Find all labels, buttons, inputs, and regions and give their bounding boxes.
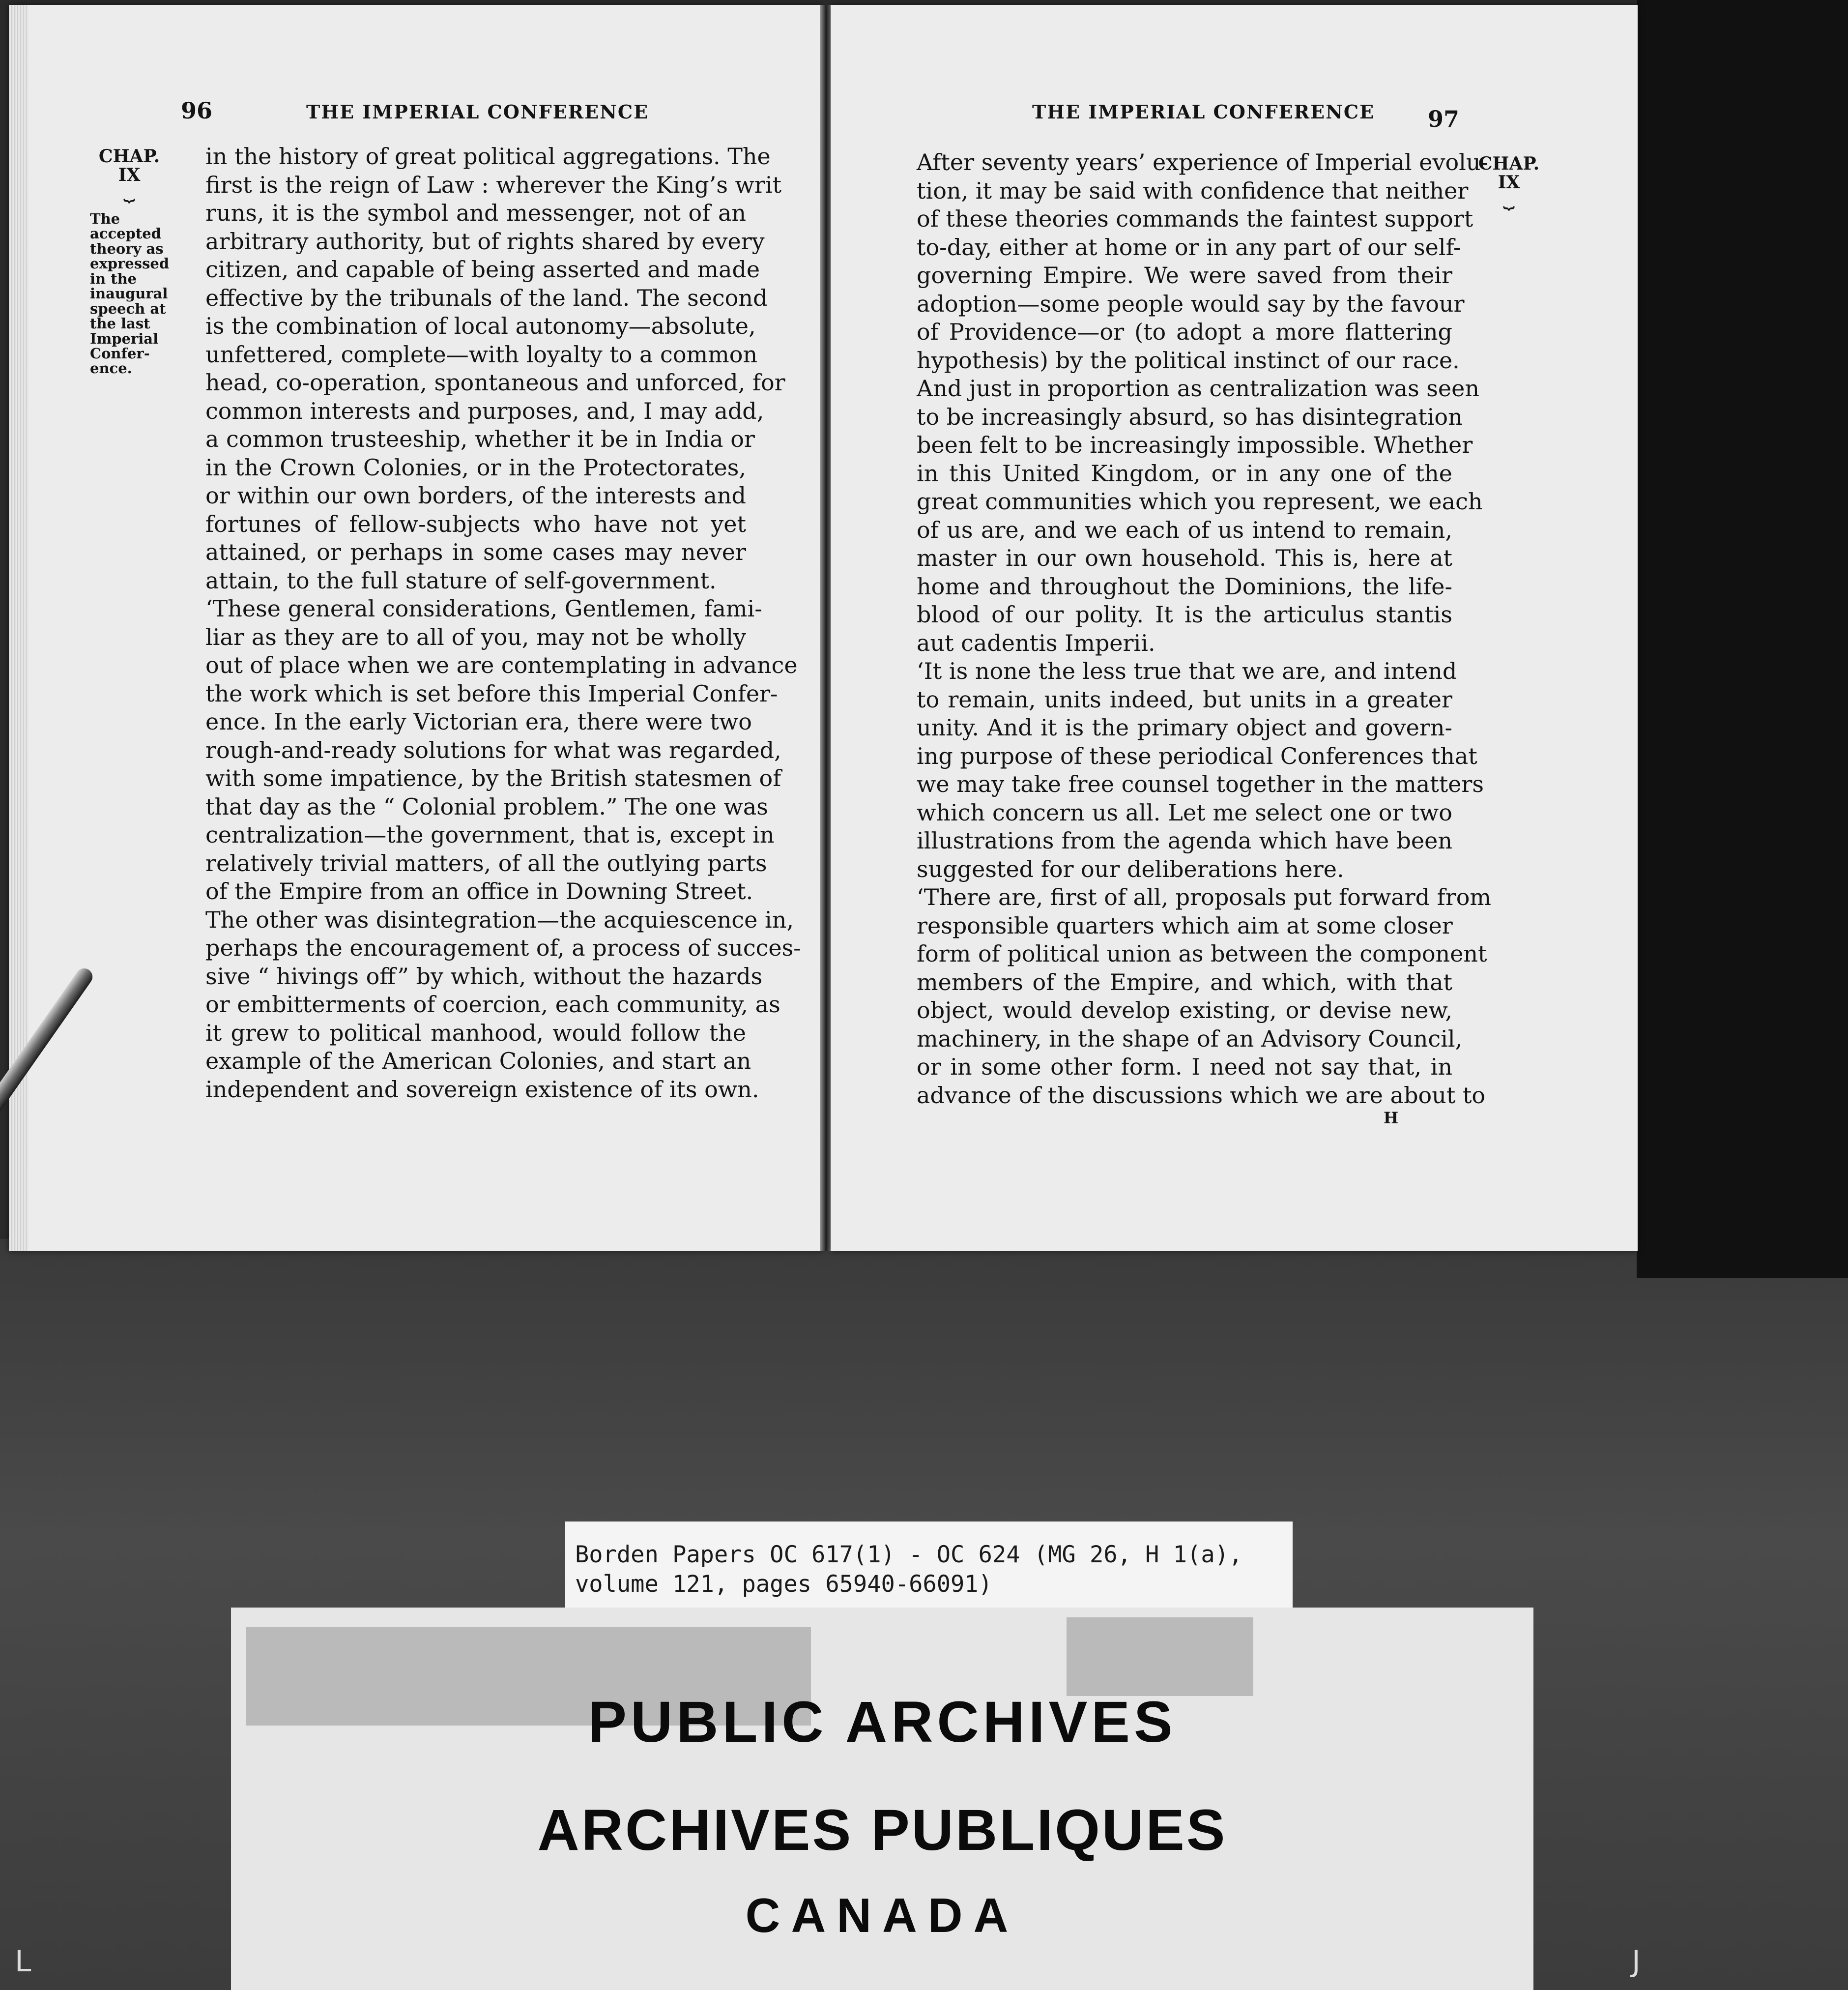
text-line: to be increasingly absurd, so has disintegration <box>917 403 1463 430</box>
chapter-marker-left <box>97 146 161 202</box>
text-line: relatively trivial matters, of all the outlying parts <box>205 849 767 877</box>
text-line: great communities which you represent, we each <box>917 488 1483 515</box>
text-line: illustrations from the agenda which have been <box>917 827 1452 854</box>
running-head-left: THE IMPERIAL CONFERENCE <box>306 101 649 123</box>
text-line: master in our own household. This is, here at <box>917 545 1452 571</box>
sidenote-line: the last <box>90 315 150 332</box>
text-line: sive “ hivings off” by which, without the hazards <box>205 963 763 990</box>
marginal-sidenote <box>90 211 176 376</box>
text-line: unity. And it is the primary object and govern- <box>917 714 1452 741</box>
archive-card <box>231 1608 1533 1990</box>
chapter-number: IX <box>118 164 141 185</box>
dark-margin <box>1637 0 1848 1278</box>
text-line: adoption—some people would say by the favour <box>917 290 1465 317</box>
text-line: After seventy years’ experience of Imperial evolu- <box>917 149 1489 176</box>
running-head-right: THE IMPERIAL CONFERENCE <box>1032 101 1375 123</box>
text-line: to-day, either at home or in any part of our self- <box>917 234 1461 261</box>
text-line: object, would develop existing, or devise new, <box>917 997 1452 1024</box>
text-line: And just in proportion as centralization was seen <box>917 375 1479 402</box>
text-line: in the Crown Colonies, or in the Protectorates, <box>205 454 746 481</box>
text-line: independent and sovereign existence of its own. <box>205 1076 759 1103</box>
text-line: ‘These general considerations, Gentlemen, fami- <box>205 595 762 622</box>
text-line: ence. In the early Victorian era, there were two <box>205 708 752 735</box>
text-line: to remain, units indeed, but units in a greater <box>917 686 1452 713</box>
text-line: or in some other form. I need not say that, in <box>917 1054 1452 1080</box>
text-line: which concern us all. Let me select one or two <box>917 799 1452 826</box>
sidenote-line: The <box>90 210 120 227</box>
text-line: blood of our polity. It is the articulus stantis <box>917 601 1452 628</box>
text-line: ‘There are, first of all, proposals put forward from <box>917 884 1492 910</box>
text-line: attained, or perhaps in some cases may never <box>205 539 746 565</box>
text-line: of these theories commands the faintest support <box>917 205 1473 232</box>
sidenote-line: speech at <box>90 300 166 317</box>
text-line: governing Empire. We were saved from their <box>917 262 1452 289</box>
text-line: suggested for our deliberations here. <box>917 855 1344 882</box>
text-line: aut cadentis Imperii. <box>917 629 1155 656</box>
text-line: example of the American Colonies, and start an <box>205 1048 751 1074</box>
text-line: we may take free counsel together in the matters <box>917 771 1484 797</box>
left-page <box>9 5 822 1251</box>
text-line: effective by the tribunals of the land. The second <box>205 284 768 311</box>
sidenote-line: in the <box>90 270 137 287</box>
text-line: ‘It is none the less true that we are, and intend <box>917 658 1457 684</box>
text-line: liar as they are to all of you, may not be wholly <box>205 623 746 650</box>
text-line: it grew to political manhood, would follow the <box>205 1019 746 1046</box>
text-line: of Providence—or (to adopt a more flattering <box>917 319 1452 345</box>
text-line: advance of the discussions which we are about to <box>917 1082 1486 1109</box>
sidenote-line: expressed <box>90 255 170 272</box>
text-line: runs, it is the symbol and messenger, not of an <box>205 200 746 226</box>
brace-icon: ⏟ <box>1503 186 1515 209</box>
sidenote-line: inaugural <box>90 285 168 302</box>
text-line: rough-and-ready solutions for what was regarded, <box>205 736 781 763</box>
reference-line-2: volume 121, pages 65940-66091) <box>575 1571 992 1598</box>
signature-mark: H <box>1384 1109 1399 1127</box>
text-line: common interests and purposes, and, I may add, <box>205 397 764 424</box>
chapter-label: CHAP. <box>98 146 160 167</box>
text-line: that day as the “ Colonial problem.” The one was <box>205 793 768 820</box>
text-line: The other was disintegration—the acquiescence in, <box>205 906 794 933</box>
sidenote-line: Confer- <box>90 345 150 362</box>
text-line: tion, it may be said with confidence that neither <box>917 177 1469 204</box>
text-line: been felt to be increasingly impossible. Whether <box>917 432 1473 458</box>
reference-label <box>565 1522 1293 1615</box>
archive-country: CANADA <box>745 1888 1019 1942</box>
tape-strip <box>1067 1617 1253 1696</box>
text-line: ing purpose of these periodical Conferences that <box>917 742 1477 769</box>
right-page-body <box>917 148 1492 1110</box>
brace-icon: ⏟ <box>123 179 135 202</box>
corner-mark-left: L <box>15 1944 31 1979</box>
text-line: a common trusteeship, whether it be in India or <box>205 426 755 452</box>
chapter-label: CHAP. <box>1478 153 1540 174</box>
text-line: the work which is set before this Imperial Confer- <box>205 680 778 707</box>
text-line: out of place when we are contemplating in advance <box>205 652 798 678</box>
page-number-97: 97 <box>1428 106 1460 132</box>
text-line: head, co-operation, spontaneous and unforced, for <box>205 369 785 396</box>
text-line: home and throughout the Dominions, the life- <box>917 573 1452 600</box>
text-line: or embitterments of coercion, each community, as <box>205 991 780 1018</box>
sidenote-line: accepted <box>90 225 161 242</box>
text-line: centralization—the government, that is, except in <box>205 821 775 848</box>
text-line: citizen, and capable of being asserted and made <box>205 256 760 283</box>
archive-title-french: ARCHIVES PUBLIQUES <box>537 1798 1227 1863</box>
text-line: in this United Kingdom, or in any one of the <box>917 460 1452 487</box>
text-line: members of the Empire, and which, with that <box>917 968 1452 995</box>
text-line: fortunes of fellow-subjects who have not yet <box>205 510 746 537</box>
right-page <box>831 5 1638 1251</box>
text-line: or within our own borders, of the interests and <box>205 482 746 509</box>
corner-mark-right: J <box>1632 1944 1641 1979</box>
text-line: first is the reign of Law : wherever the King’s writ <box>205 171 782 198</box>
text-line: unfettered, complete—with loyalty to a common <box>205 341 758 368</box>
text-line: in the history of great political aggregations. The <box>205 143 771 170</box>
text-line: hypothesis) by the political instinct of our race. <box>917 347 1460 374</box>
text-line: of the Empire from an office in Downing Street. <box>205 878 753 905</box>
text-line: of us are, and we each of us intend to remain, <box>917 516 1452 543</box>
text-line: form of political union as between the component <box>917 940 1487 967</box>
text-line: perhaps the encouragement of, a process of succes- <box>205 935 801 961</box>
text-line: machinery, in the shape of an Advisory Council, <box>917 1025 1463 1052</box>
text-line: arbitrary authority, but of rights shared by every <box>205 228 765 255</box>
sidenote-line: Imperial <box>90 330 159 347</box>
sidenote-line: theory as <box>90 240 164 257</box>
sidenote-line: ence. <box>90 360 132 377</box>
reference-line-1: Borden Papers OC 617(1) - OC 624 (MG 26, H 1(a), <box>575 1541 1243 1568</box>
left-page-body <box>205 143 801 1104</box>
text-line: with some impatience, by the British statesmen of <box>205 765 781 791</box>
chapter-number: IX <box>1498 172 1520 193</box>
text-line: attain, to the full stature of self-government. <box>205 567 717 594</box>
page-number-96: 96 <box>181 97 213 124</box>
text-line: is the combination of local autonomy—absolute, <box>205 313 756 339</box>
text-line: responsible quarters which aim at some closer <box>917 912 1453 939</box>
archive-title-english: PUBLIC ARCHIVES <box>588 1690 1177 1755</box>
